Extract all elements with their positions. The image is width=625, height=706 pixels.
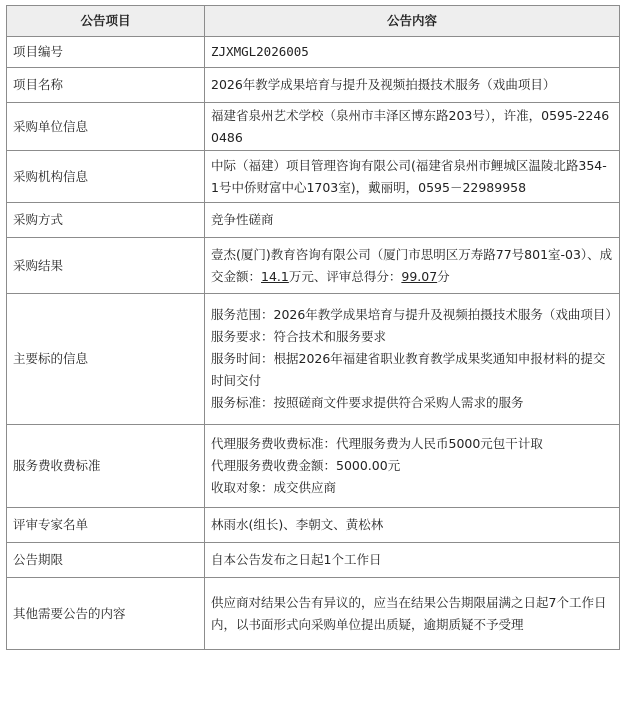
table-row [7, 203, 620, 238]
table-row [7, 508, 620, 543]
row-label-result: 采购结果 [7, 238, 205, 294]
row-label-experts: 评审专家名单 [7, 508, 205, 543]
table-header-row [7, 6, 620, 37]
row-value-agency: 中际（福建）项目管理咨询有限公司(福建省泉州市鲤城区温陵北路354-1号中侨财富中心1703室)，戴丽明，0595－22989958 [205, 151, 620, 203]
announcement-table [6, 5, 620, 650]
row-value-period: 自本公告发布之日起1个工作日 [205, 543, 620, 578]
table-row [7, 425, 620, 508]
row-value-fee [205, 425, 620, 508]
header-content: 公告内容 [205, 6, 620, 37]
row-label-method: 采购方式 [7, 203, 205, 238]
fee-standard: 代理服务费收费标准：代理服务费为人民币5000元包干计取 [211, 436, 543, 451]
header-item: 公告项目 [7, 6, 205, 37]
subject-standard: 服务标准：按照磋商文件要求提供符合采购人需求的服务 [211, 395, 524, 410]
row-label-agency: 采购机构信息 [7, 151, 205, 203]
result-amount: 14.1 [261, 268, 289, 284]
row-label-subject: 主要标的信息 [7, 294, 205, 425]
result-text-b: 万元、评审总得分： [288, 268, 402, 284]
subject-scope: 服务范围：2026年教学成果培育与提升及视频拍摄技术服务（戏曲项目） [211, 307, 618, 322]
table-row [7, 578, 620, 650]
row-label-other: 其他需要公告的内容 [7, 578, 205, 650]
row-label-project-name: 项目名称 [7, 68, 205, 103]
table-row [7, 37, 620, 68]
table-row [7, 151, 620, 203]
row-value-experts: 林雨水(组长)、李朝文、黄松林 [205, 508, 620, 543]
row-value-project-no: ZJXMGL2026005 [205, 37, 620, 68]
table-row [7, 294, 620, 425]
row-label-fee: 服务费收费标准 [7, 425, 205, 508]
subject-time: 服务时间：根据2026年福建省职业教育教学成果奖通知申报材料的提交时间交付 [211, 351, 606, 388]
table-row [7, 103, 620, 151]
row-value-project-name: 2026年教学成果培育与提升及视频拍摄技术服务（戏曲项目） [205, 68, 620, 103]
row-value-method: 竞争性磋商 [205, 203, 620, 238]
table-row [7, 238, 620, 294]
row-value-result [205, 238, 620, 294]
row-value-buyer: 福建省泉州艺术学校（泉州市丰泽区博东路203号），许准，0595-22460486 [205, 103, 620, 151]
result-text-a: 壹杰(厦门)教育咨询有限公司（厦门市思明区万寿路77号801室-03）、成交金额： [211, 246, 613, 284]
table-row [7, 68, 620, 103]
table-row [7, 543, 620, 578]
fee-amount: 代理服务费收费金额：5000.00元 [211, 458, 401, 473]
row-value-other: 供应商对结果公告有异议的，应当在结果公告期限届满之日起7个工作日内，以书面形式向采购单位提出质疑，逾期质疑不予受理 [205, 578, 620, 650]
row-label-project-no: 项目编号 [7, 37, 205, 68]
result-text-c: 分 [437, 268, 450, 284]
subject-requirement: 服务要求：符合技术和服务要求 [211, 329, 387, 344]
row-label-buyer: 采购单位信息 [7, 103, 205, 151]
row-label-period: 公告期限 [7, 543, 205, 578]
row-value-subject [205, 294, 620, 425]
fee-payer: 收取对象：成交供应商 [211, 480, 337, 495]
result-score: 99.07 [401, 268, 438, 284]
